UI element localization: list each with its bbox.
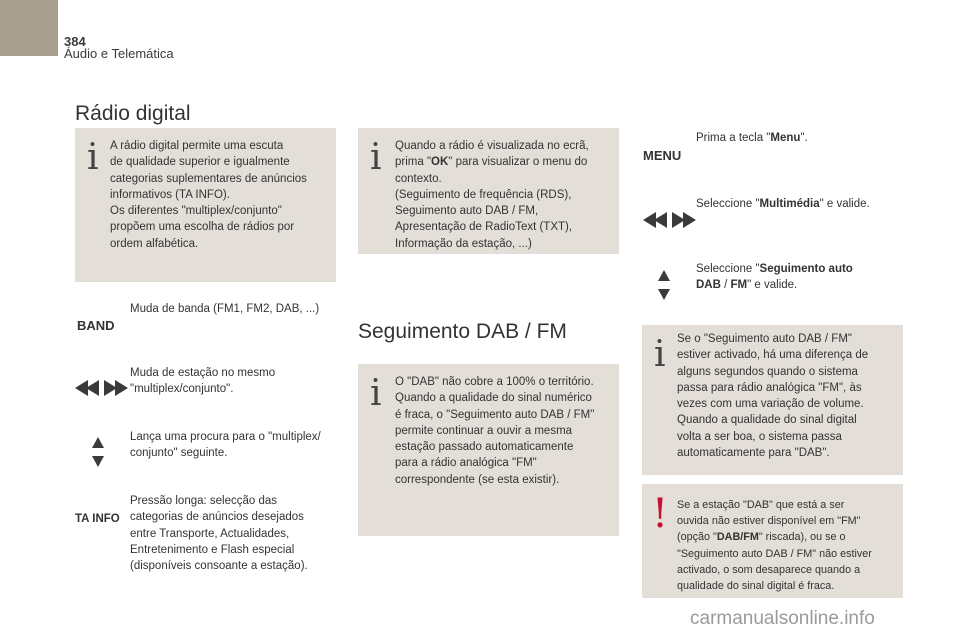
chapter-title: Áudio e Telemática	[64, 46, 174, 61]
info-text: Quando a rádio é visualizada no ecrã, prima "OK" para visualizar o menu do contexto. (Seguimento de frequência (RDS), Seguimento auto DAB / FM, Apresentação de RadioText (TXT), Informação da estação, ...)	[395, 140, 589, 250]
watermark: carmanualsonline.info	[690, 608, 875, 629]
info-icon: i	[370, 373, 382, 414]
station-description: Muda de estação no mesmo "multiplex/conjunto".	[130, 367, 276, 396]
step-multimedia: Seleccione "Multimédia" e valide.	[696, 198, 870, 210]
info-box-dab-coverage	[358, 364, 619, 536]
band-key-icon: BAND	[77, 318, 115, 333]
page-number: 384	[64, 34, 86, 49]
info-box-digital-radio	[75, 128, 336, 282]
info-box-context-menu	[358, 128, 619, 254]
up-down-arrows-icon	[92, 437, 104, 467]
search-description: Lança uma procura para o "multiplex/ conjunto" seguinte.	[130, 431, 321, 460]
info-text: O "DAB" não cobre a 100% o território. Quando a qualidade do sinal numérico é fraca, o "Seguimento auto DAB / FM" permite continuar a ouvir a mesma estação passado automaticamente para a rádio analógica "FM" correspondente (se esta existir).	[395, 376, 595, 486]
info-icon: i	[370, 137, 382, 178]
warning-exclamation-icon: !	[652, 491, 669, 537]
up-down-arrows-icon	[658, 270, 670, 300]
info-text: A rádio digital permite uma escuta de qualidade superior e igualmente categorias suplementares de anúncios informativos (TA INFO). Os diferentes "multiplex/conjunto" propõem uma escolha de rádios por ordem alfabética.	[110, 140, 307, 250]
info-text: Se o "Seguimento auto DAB / FM" estiver activado, há uma diferença de alguns segundos quando o sistema passa para rádio analógica "FM", às vezes com uma variação de volume. Quando a qualidade do sinal digital volta a ser boa, o sistema passa automaticamente para "DAB".	[677, 333, 869, 460]
menu-key-icon: MENU	[643, 148, 682, 163]
step-dab-fm: Seleccione "Seguimento auto DAB / FM" e valide.	[696, 263, 853, 292]
info-icon: i	[654, 334, 666, 375]
prev-next-arrows-icon	[75, 380, 128, 396]
info-icon: i	[87, 137, 99, 178]
prev-next-arrows-icon	[643, 212, 696, 228]
warning-text: Se a estação "DAB" que está a ser ouvida não estiver disponível em "FM" (opção "DAB/FM" riscada), ou se o "Seguimento auto DAB / FM" não estiver activado, o som desaparece quando a qualidade do sinal digital é fraca.	[677, 499, 872, 593]
band-description: Muda de banda (FM1, FM2, DAB, ...)	[130, 303, 320, 315]
ta-info-key-icon: TA INFO	[75, 513, 120, 525]
warning-box	[642, 484, 903, 598]
info-box-dab-fm-switch	[642, 325, 903, 475]
chapter-tab	[0, 0, 58, 56]
section-title-radio-digital: Rádio digital	[75, 102, 191, 125]
step-menu: Prima a tecla "Menu".	[696, 132, 808, 144]
ta-info-description: Pressão longa: selecção das categorias de anúncios desejados entre Transporte, Actualidades, Entretenimento e Flash especial (disponíveis consoante a estação).	[130, 495, 308, 573]
section-title-dab-fm: Seguimento DAB / FM	[358, 320, 567, 343]
